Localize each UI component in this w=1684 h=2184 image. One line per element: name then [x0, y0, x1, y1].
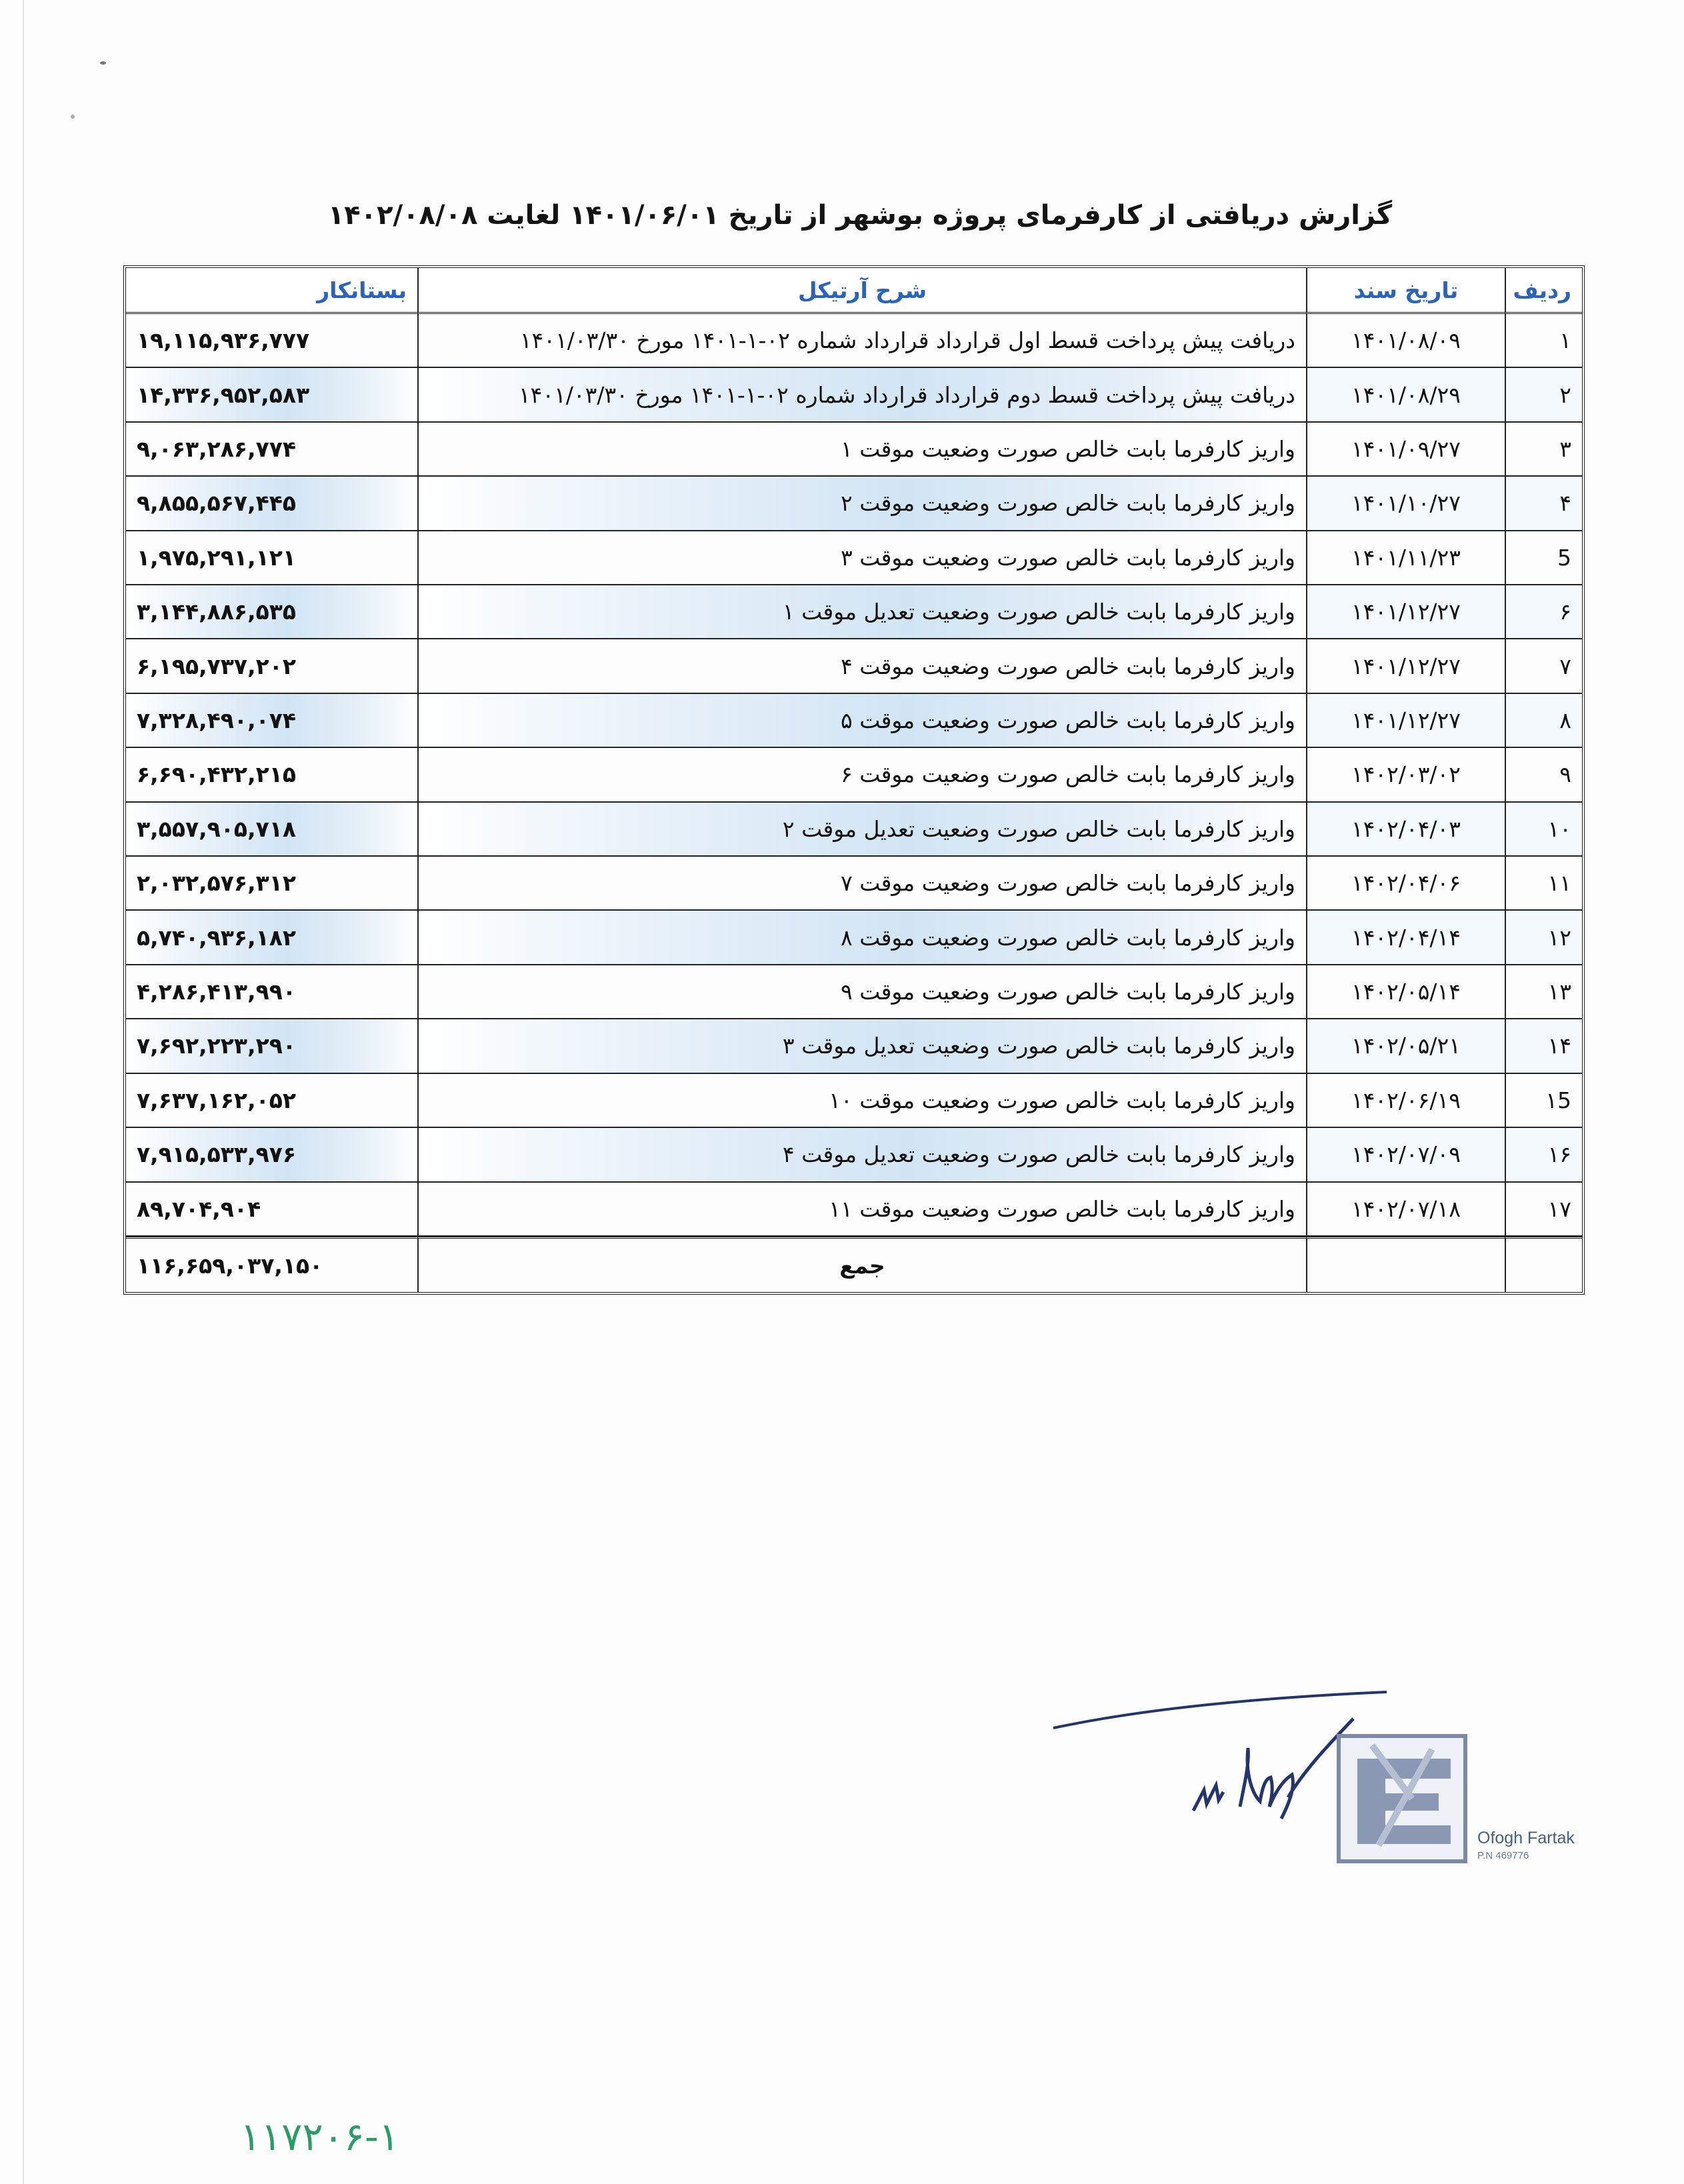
row-index: ۹ [1505, 748, 1582, 802]
row-description: واریز کارفرما بابت خالص صورت وضعیت موقت ۲ [417, 477, 1306, 531]
table-row [126, 585, 1582, 639]
row-description: واریز کارفرما بابت خالص صورت وضعیت موقت ۳ [417, 531, 1306, 585]
row-amount: ۸۹,۷۰۴,۹۰۴ [126, 1183, 417, 1237]
row-description: دریافت پیش پرداخت قسط اول قرارداد قرارداد شماره ۰۲-۱-۱۴۰۱ مورخ ۱۴۰۱/۰۳/۳۰ [417, 314, 1306, 368]
row-date: ۱۴۰۱/۰۹/۲۷ [1306, 423, 1505, 477]
row-amount: ۹,۸۵۵,۵۶۷,۴۴۵ [126, 477, 417, 531]
report-title: گزارش دریافتی از کارفرمای پروژه بوشهر از تاریخ ۱۴۰۱/۰۶/۰۱ لغایت ۱۴۰۲/۰۸/۰۸ [327, 200, 1393, 231]
row-index: ۲ [1505, 368, 1582, 422]
row-description: واریز کارفرما بابت خالص صورت وضعیت موقت ۱ [417, 423, 1306, 477]
table-row [126, 423, 1582, 477]
row-amount: ۶,۱۹۵,۷۳۷,۲۰۲ [126, 639, 417, 693]
row-amount: ۲,۰۳۲,۵۷۶,۳۱۲ [126, 857, 417, 911]
row-date: ۱۴۰۱/۱۲/۲۷ [1306, 694, 1505, 748]
table-row [126, 1183, 1582, 1237]
row-description: واریز کارفرما بابت خالص صورت وضعیت موقت ۸ [417, 911, 1306, 965]
row-description: واریز کارفرما بابت خالص صورت وضعیت تعدیل موقت ۴ [417, 1128, 1306, 1182]
row-index: ۱۰ [1505, 803, 1582, 857]
receipts-table [123, 265, 1585, 1295]
row-index: ۷ [1505, 639, 1582, 693]
row-date: ۱۴۰۲/۰۶/۱۹ [1306, 1074, 1505, 1128]
row-date: ۱۴۰۲/۰۴/۰۳ [1306, 803, 1505, 857]
row-date: ۱۴۰۱/۱۰/۲۷ [1306, 477, 1505, 531]
row-description: واریز کارفرما بابت خالص صورت وضعیت موقت ۱۱ [417, 1183, 1306, 1237]
table-row [126, 477, 1582, 531]
table-row [126, 1074, 1582, 1128]
row-date: ۱۴۰۱/۱۲/۲۷ [1306, 639, 1505, 693]
row-amount: ۱۹,۱۱۵,۹۳۶,۷۷۷ [126, 314, 417, 368]
row-description: واریز کارفرما بابت خالص صورت وضعیت موقت ۶ [417, 748, 1306, 802]
row-index: ۱۴ [1505, 1019, 1582, 1073]
header-date: تاریخ سند [1306, 268, 1505, 314]
table-row [126, 694, 1582, 748]
row-date: ۱۴۰۲/۰۷/۱۸ [1306, 1183, 1505, 1237]
row-index: ۱5 [1505, 1074, 1582, 1128]
svg-text:۱۱۷۲۰۶-۱: ۱۱۷۲۰۶-۱ [240, 2114, 399, 2159]
row-date: ۱۴۰۲/۰۷/۰۹ [1306, 1128, 1505, 1182]
row-index: ۱ [1505, 314, 1582, 368]
row-description: واریز کارفرما بابت خالص صورت وضعیت موقت ۴ [417, 639, 1306, 693]
scan-edge [23, 0, 24, 2184]
row-amount: ۴,۲۸۶,۴۱۳,۹۹۰ [126, 965, 417, 1019]
row-amount: ۹,۰۶۳,۲۸۶,۷۷۴ [126, 423, 417, 477]
row-date: ۱۴۰۲/۰۵/۱۴ [1306, 965, 1505, 1019]
row-description: واریز کارفرما بابت خالص صورت وضعیت موقت ۹ [417, 965, 1306, 1019]
row-index: ۱۲ [1505, 911, 1582, 965]
row-description: واریز کارفرما بابت خالص صورت وضعیت موقت ۵ [417, 694, 1306, 748]
row-amount: ۱۴,۳۳۶,۹۵۲,۵۸۳ [126, 368, 417, 422]
row-description: واریز کارفرما بابت خالص صورت وضعیت موقت ۷ [417, 857, 1306, 911]
handwritten-reference-number [240, 2110, 460, 2163]
row-date: ۱۴۰۱/۱۱/۲۳ [1306, 531, 1505, 585]
header-description: شرح آرتیکل [417, 268, 1306, 314]
row-description: واریز کارفرما بابت خالص صورت وضعیت تعدیل موقت ۲ [417, 803, 1306, 857]
row-description: واریز کارفرما بابت خالص صورت وضعیت تعدیل موقت ۱ [417, 585, 1306, 639]
table-row [126, 531, 1582, 585]
total-date-cell [1306, 1237, 1505, 1292]
table-row [126, 803, 1582, 857]
row-description: دریافت پیش پرداخت قسط دوم قرارداد قرارداد شماره ۰۲-۱-۱۴۰۱ مورخ ۱۴۰۱/۰۳/۳۰ [417, 368, 1306, 422]
company-seal [1332, 1732, 1472, 1865]
seal-company-name: Ofogh Fartak [1477, 1829, 1575, 1847]
row-index: ۶ [1505, 585, 1582, 639]
row-amount: ۵,۷۴۰,۹۳۶,۱۸۲ [126, 911, 417, 965]
table-row [126, 314, 1582, 368]
total-amount: ۱۱۶,۶۵۹,۰۳۷,۱۵۰ [126, 1237, 417, 1292]
row-description: واریز کارفرما بابت خالص صورت وضعیت موقت ۱۰ [417, 1074, 1306, 1128]
table-row [126, 368, 1582, 422]
row-amount: ۱,۹۷۵,۲۹۱,۱۲۱ [126, 531, 417, 585]
row-amount: ۶,۶۹۰,۴۳۲,۲۱۵ [126, 748, 417, 802]
row-date: ۱۴۰۱/۰۸/۲۹ [1306, 368, 1505, 422]
row-date: ۱۴۰۲/۰۳/۰۲ [1306, 748, 1505, 802]
row-amount: ۳,۵۵۷,۹۰۵,۷۱۸ [126, 803, 417, 857]
row-amount: ۷,۶۳۷,۱۶۲,۰۵۲ [126, 1074, 417, 1128]
row-index: ۴ [1505, 477, 1582, 531]
table-row [126, 911, 1582, 965]
row-date: ۱۴۰۲/۰۴/۱۴ [1306, 911, 1505, 965]
row-description: واریز کارفرما بابت خالص صورت وضعیت تعدیل موقت ۳ [417, 1019, 1306, 1073]
row-amount: ۳,۱۴۴,۸۸۶,۵۳۵ [126, 585, 417, 639]
header-amount: بستانکار [126, 268, 417, 314]
row-index: ۳ [1505, 423, 1582, 477]
row-index: ۱۱ [1505, 857, 1582, 911]
row-index: ۱۶ [1505, 1128, 1582, 1182]
table-row [126, 965, 1582, 1019]
table-row [126, 1019, 1582, 1073]
scan-speck [100, 61, 106, 65]
row-date: ۱۴۰۲/۰۵/۲۱ [1306, 1019, 1505, 1073]
scan-speck [71, 115, 75, 119]
row-index: ۱۷ [1505, 1183, 1582, 1237]
table-header-row [126, 268, 1582, 314]
seal-registration: P.N 469776 [1477, 1850, 1529, 1861]
row-amount: ۷,۶۹۲,۲۲۳,۲۹۰ [126, 1019, 417, 1073]
header-index: ردیف [1505, 268, 1582, 314]
table-row [126, 748, 1582, 802]
row-amount: ۷,۳۲۸,۴۹۰,۰۷۴ [126, 694, 417, 748]
row-date: ۱۴۰۱/۱۲/۲۷ [1306, 585, 1505, 639]
table-row [126, 1128, 1582, 1182]
row-date: ۱۴۰۱/۰۸/۰۹ [1306, 314, 1505, 368]
table-row [126, 857, 1582, 911]
row-index: ۸ [1505, 694, 1582, 748]
total-index-cell [1505, 1237, 1582, 1292]
row-index: 5 [1505, 531, 1582, 585]
table-row [126, 639, 1582, 693]
row-date: ۱۴۰۲/۰۴/۰۶ [1306, 857, 1505, 911]
total-label: جمع [417, 1237, 1306, 1292]
row-index: ۱۳ [1505, 965, 1582, 1019]
row-amount: ۷,۹۱۵,۵۳۳,۹۷۶ [126, 1128, 417, 1182]
total-row [126, 1237, 1582, 1292]
